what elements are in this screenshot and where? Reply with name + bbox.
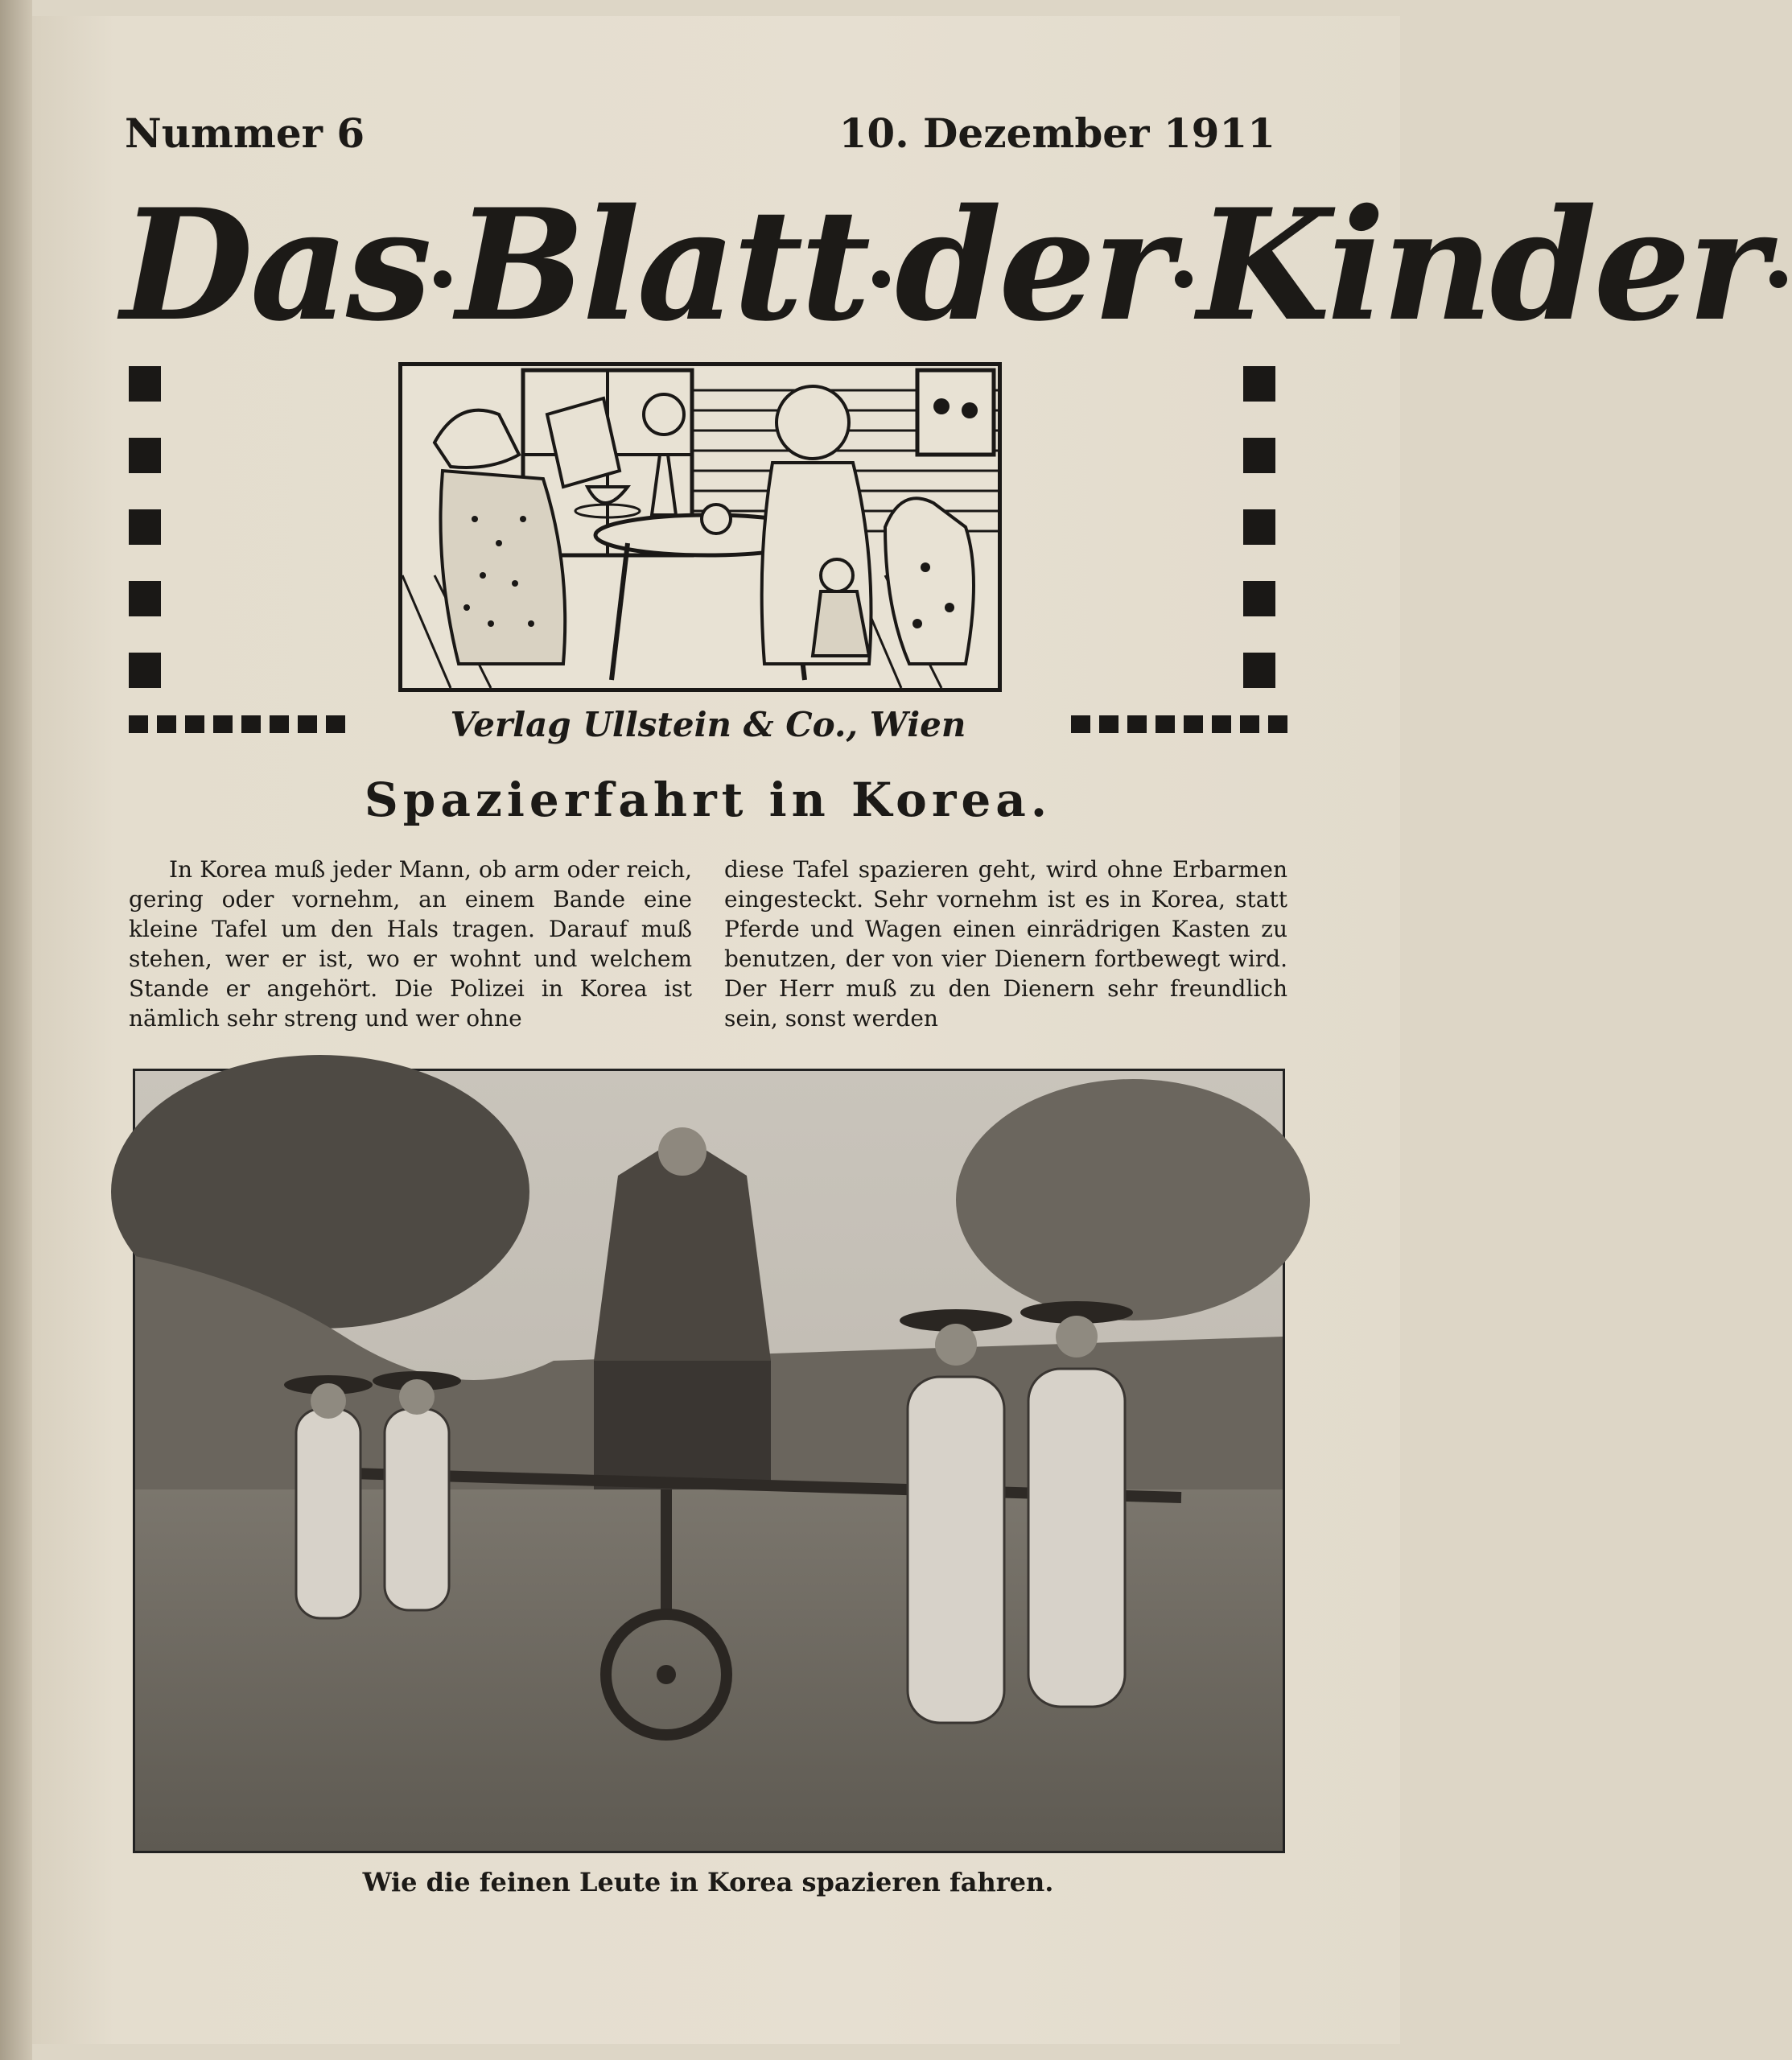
photo-caption: Wie die feinen Leute in Korea spazieren fahren. [362, 1867, 1054, 1897]
masthead-illustration [398, 362, 1002, 692]
ornament-block [129, 581, 161, 616]
issue-header [125, 109, 1275, 157]
palanquin-photo [135, 1071, 1283, 1851]
masthead-dot [1175, 270, 1193, 288]
ornament-block [1243, 366, 1275, 402]
article-column-right: diese Tafel spazieren geht, wird ohne Erbarmen eingesteckt. Sehr vornehm ist es in Korea, statt Pferde und Wagen einen einrädrigen Kasten zu benutzen, der von vier Dienern fortbewegt wird. Der Herr muß zu den Dienern sehr freundlich sein, sonst werden [724, 856, 1287, 1032]
ornament-block [129, 366, 161, 402]
masthead-word-2: Blatt [455, 175, 868, 355]
ornament-block [129, 438, 161, 473]
article-title: Spazierfahrt in Korea. [364, 772, 1053, 827]
masthead-title [121, 173, 1765, 358]
issue-date: 10. Dezember 1911 [838, 109, 1275, 157]
ornament-block [1243, 438, 1275, 473]
publisher-name: Verlag Ullstein & Co., Wien [450, 704, 966, 744]
ornament-block [1243, 509, 1275, 545]
left-dash-ornament [129, 715, 345, 733]
issue-number: Nummer 6 [125, 109, 365, 157]
ornament-block [1243, 581, 1275, 616]
ornament-block [1243, 653, 1275, 688]
ornament-block [129, 653, 161, 688]
children-reading-illustration [402, 366, 998, 688]
book-binding [0, 0, 32, 2060]
article-column-left: In Korea muß jeder Mann, ob arm oder reich, gering oder vornehm, an einem Bande eine kleine Tafel um den Hals tragen. Darauf muß stehen, wer er ist, wo er wohnt und welchem Stande er angehört. Die Polizei in Korea ist nämlich sehr streng und wer ohne [129, 856, 692, 1032]
masthead-dot [1769, 270, 1787, 288]
masthead-dot [872, 270, 890, 288]
masthead-word-3: der [895, 175, 1171, 355]
left-ornament-blocks [129, 366, 161, 688]
masthead-word-4: Kinder [1197, 175, 1765, 355]
publisher-row [129, 704, 1287, 744]
masthead-word-1: Das [121, 175, 429, 355]
masthead-dot [434, 270, 451, 288]
ornament-block [129, 509, 161, 545]
right-dash-ornament [1071, 715, 1287, 733]
right-ornament-blocks [1243, 366, 1275, 688]
article-photo [133, 1069, 1285, 1853]
